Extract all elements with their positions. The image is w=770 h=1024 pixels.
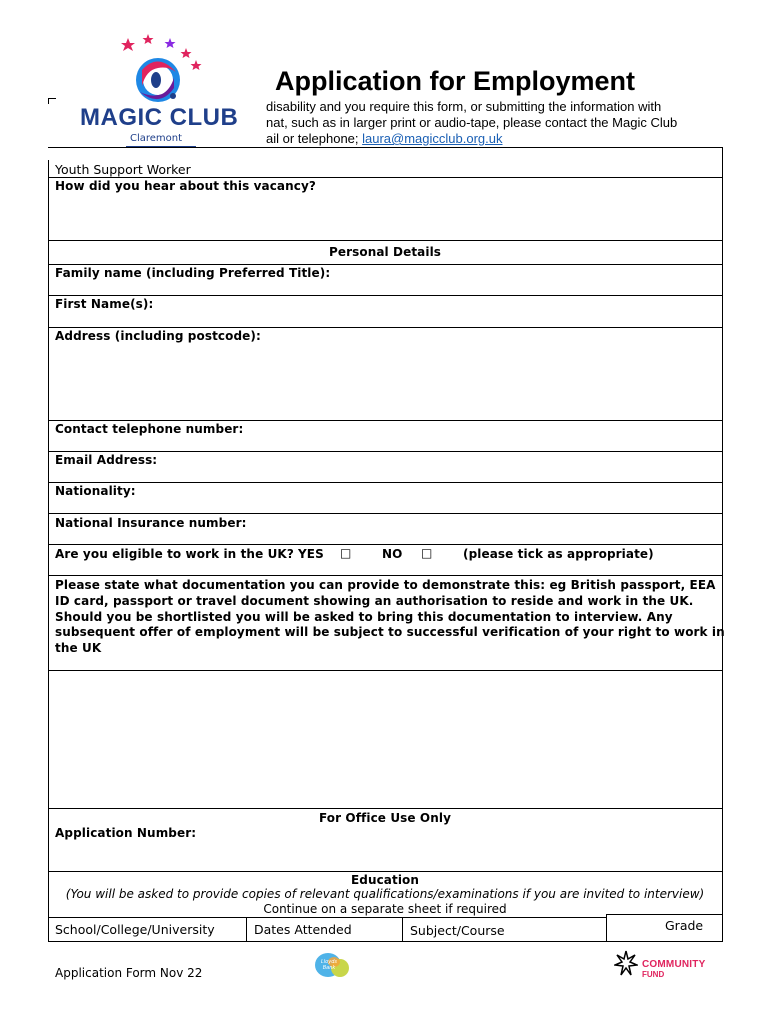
community-fund-logo	[614, 949, 714, 983]
documentation-line-1: Please state what documentation you can provide to demonstrate this: eg British passport, EEA	[55, 578, 716, 592]
hear-about-field[interactable]	[50, 196, 720, 238]
intro-line-3-text: ail or telephone;	[266, 131, 363, 146]
email-field[interactable]	[50, 470, 720, 481]
lottery-badge-text: Lloyds Bank	[321, 959, 337, 971]
education-heading: Education	[350, 873, 420, 887]
header-bottom-rule	[48, 147, 722, 148]
yes-checkbox[interactable]: □	[340, 546, 352, 560]
community-fund-line-2: FUND	[642, 970, 665, 979]
nationality-field[interactable]	[50, 501, 720, 512]
form-reference: Application Form Nov 22	[55, 966, 203, 980]
row-divider	[48, 871, 722, 872]
no-checkbox[interactable]: □	[421, 546, 433, 560]
row-divider	[48, 513, 722, 514]
tick-note: (please tick as appropriate)	[463, 547, 654, 561]
table-header-school: School/College/University	[55, 922, 215, 937]
email-label: Email Address:	[55, 453, 158, 467]
row-divider	[48, 575, 722, 576]
application-number-label: Application Number:	[55, 826, 197, 840]
yes-label: YES	[298, 547, 324, 561]
row-divider	[48, 451, 722, 452]
logo-subtitle: Claremont	[130, 133, 183, 144]
community-fund-line-1: COMMUNITY	[642, 959, 706, 970]
table-bottom-border	[48, 941, 722, 942]
intro-line-1: disability and you require this form, or submitting the information with	[266, 99, 662, 114]
table-col-divider	[246, 917, 247, 942]
education-note: (You will be asked to provide copies of relevant qualifications/examinations if you are invited to interview)	[65, 887, 705, 901]
row-divider	[48, 808, 722, 809]
education-continue-note: Continue on a separate sheet if required	[263, 902, 507, 916]
magic-club-logo	[78, 30, 243, 155]
eligibility-question: Are you eligible to work in the UK?	[55, 547, 294, 561]
ni-number-label: National Insurance number:	[55, 516, 247, 530]
row-divider	[48, 420, 722, 421]
office-use-heading: For Office Use Only	[318, 811, 452, 825]
row-divider	[48, 327, 722, 328]
table-top-border	[48, 917, 606, 918]
lottery-fingers-icon	[614, 949, 638, 979]
nationality-label: Nationality:	[55, 484, 136, 498]
ni-number-field[interactable]	[50, 533, 720, 543]
first-name-field[interactable]	[50, 314, 720, 325]
form-right-border	[722, 147, 723, 942]
table-header-grade: Grade	[665, 918, 704, 933]
hear-about-label: How did you hear about this vacancy?	[55, 179, 316, 193]
table-header-dates: Dates Attended	[254, 922, 352, 937]
personal-details-heading: Personal Details	[328, 245, 442, 259]
lottery-badge	[312, 950, 352, 980]
form-top-border	[48, 177, 722, 178]
documentation-line-3: Should you be shortlisted you will be asked to bring this documentation to interview. Any	[55, 610, 673, 624]
telephone-label: Contact telephone number:	[55, 422, 244, 436]
documentation-line-5: the UK	[55, 641, 102, 655]
table-col-divider	[606, 914, 607, 942]
table-grade-top-border	[606, 914, 722, 915]
row-divider	[48, 295, 722, 296]
header-left-vertical	[48, 98, 49, 104]
first-name-label: First Name(s):	[55, 297, 154, 311]
row-divider	[48, 240, 722, 241]
no-label: NO	[382, 547, 403, 561]
header-left-tick	[48, 98, 56, 99]
telephone-field[interactable]	[50, 439, 720, 450]
page-title: Application for Employment	[275, 66, 636, 96]
documentation-line-2: ID card, passport or travel document showing an authorisation to reside and work in the UK.	[55, 594, 694, 608]
table-col-divider	[402, 917, 403, 942]
documentation-field[interactable]	[50, 672, 720, 806]
row-divider	[48, 670, 722, 671]
row-divider	[48, 482, 722, 483]
row-divider	[48, 264, 722, 265]
family-name-field[interactable]	[50, 283, 720, 294]
position-text: Youth Support Worker	[55, 162, 191, 177]
table-header-subject: Subject/Course	[410, 923, 505, 938]
contact-email-link[interactable]: laura@magicclub.org.uk	[362, 131, 503, 146]
address-label: Address (including postcode):	[55, 329, 261, 343]
logo-title: MAGIC CLUB	[80, 104, 239, 131]
intro-line-2: nat, such as in larger print or audio-tape, please contact the Magic Club	[266, 115, 678, 130]
row-divider	[48, 544, 722, 545]
family-name-label: Family name (including Preferred Title):	[55, 266, 331, 280]
address-field[interactable]	[50, 346, 720, 418]
intro-line-3	[266, 131, 503, 146]
documentation-line-4: subsequent offer of employment will be subject to successful verification of your right to work in	[55, 625, 725, 639]
